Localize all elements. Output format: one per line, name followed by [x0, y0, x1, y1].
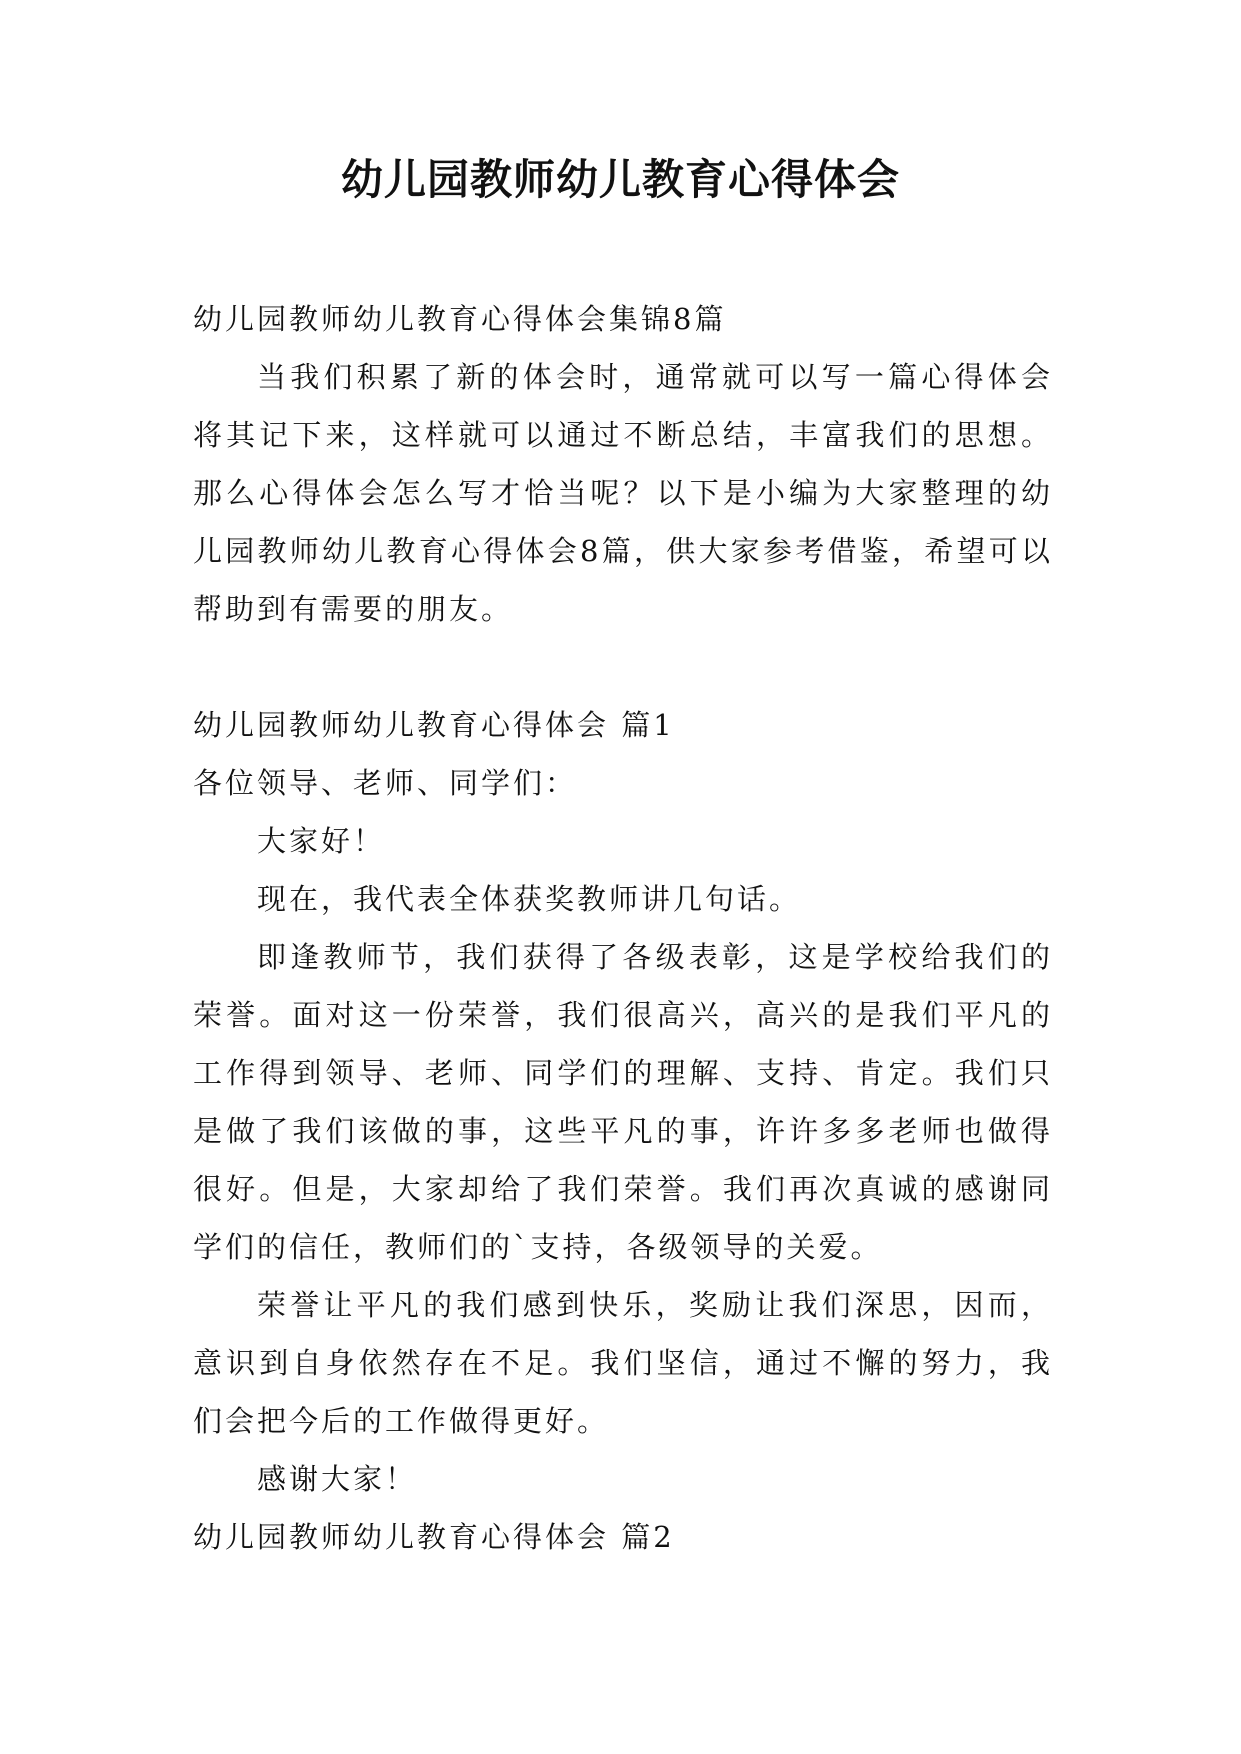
section-spacer — [193, 638, 1053, 696]
greeting: 大家好！ — [257, 824, 386, 858]
closing-line: 感谢大家！ — [257, 1462, 418, 1496]
section-1-paragraph-1: 现在，我代表全体获奖教师讲几句话。 — [257, 882, 802, 916]
intro-paragraph: 当我们积累了新的体会时，通常就可以写一篇心得体会将其记下来，这样就可以通过不断总结，丰富我们的思想。那么心得体会怎么写才恰当呢？以下是小编为大家整理的幼儿园教师幼儿教育心得体会8篇，供大家参考借鉴，希望可以帮助到有需要的朋友。 — [193, 360, 1053, 626]
section-1-heading: 幼儿园教师幼儿教育心得体会 篇1 — [193, 708, 675, 742]
document-title: 幼儿园教师幼儿教育心得体会 — [340, 155, 900, 204]
section-1-paragraph-3: 荣誉让平凡的我们感到快乐，奖励让我们深思，因而，意识到自身依然存在不足。我们坚信，通过不懈的努力，我们会把今后的工作做得更好。 — [193, 1288, 1053, 1438]
collection-subtitle: 幼儿园教师幼儿教育心得体会集锦8篇 — [193, 302, 727, 336]
section-2-heading: 幼儿园教师幼儿教育心得体会 篇2 — [193, 1520, 675, 1554]
salutation: 各位领导、老师、同学们： — [193, 766, 578, 800]
document-body — [193, 290, 1053, 1566]
section-1-paragraph-2: 即逢教师节，我们获得了各级表彰，这是学校给我们的荣誉。面对这一份荣誉，我们很高兴，高兴的是我们平凡的工作得到领导、老师、同学们的理解、支持、肯定。我们只是做了我们该做的事，这些平凡的事，许许多多老师也做得很好。但是，大家却给了我们荣誉。我们再次真诚的感谢同学们的信任，教师们的`支持，各级领导的关爱。 — [193, 940, 1053, 1264]
